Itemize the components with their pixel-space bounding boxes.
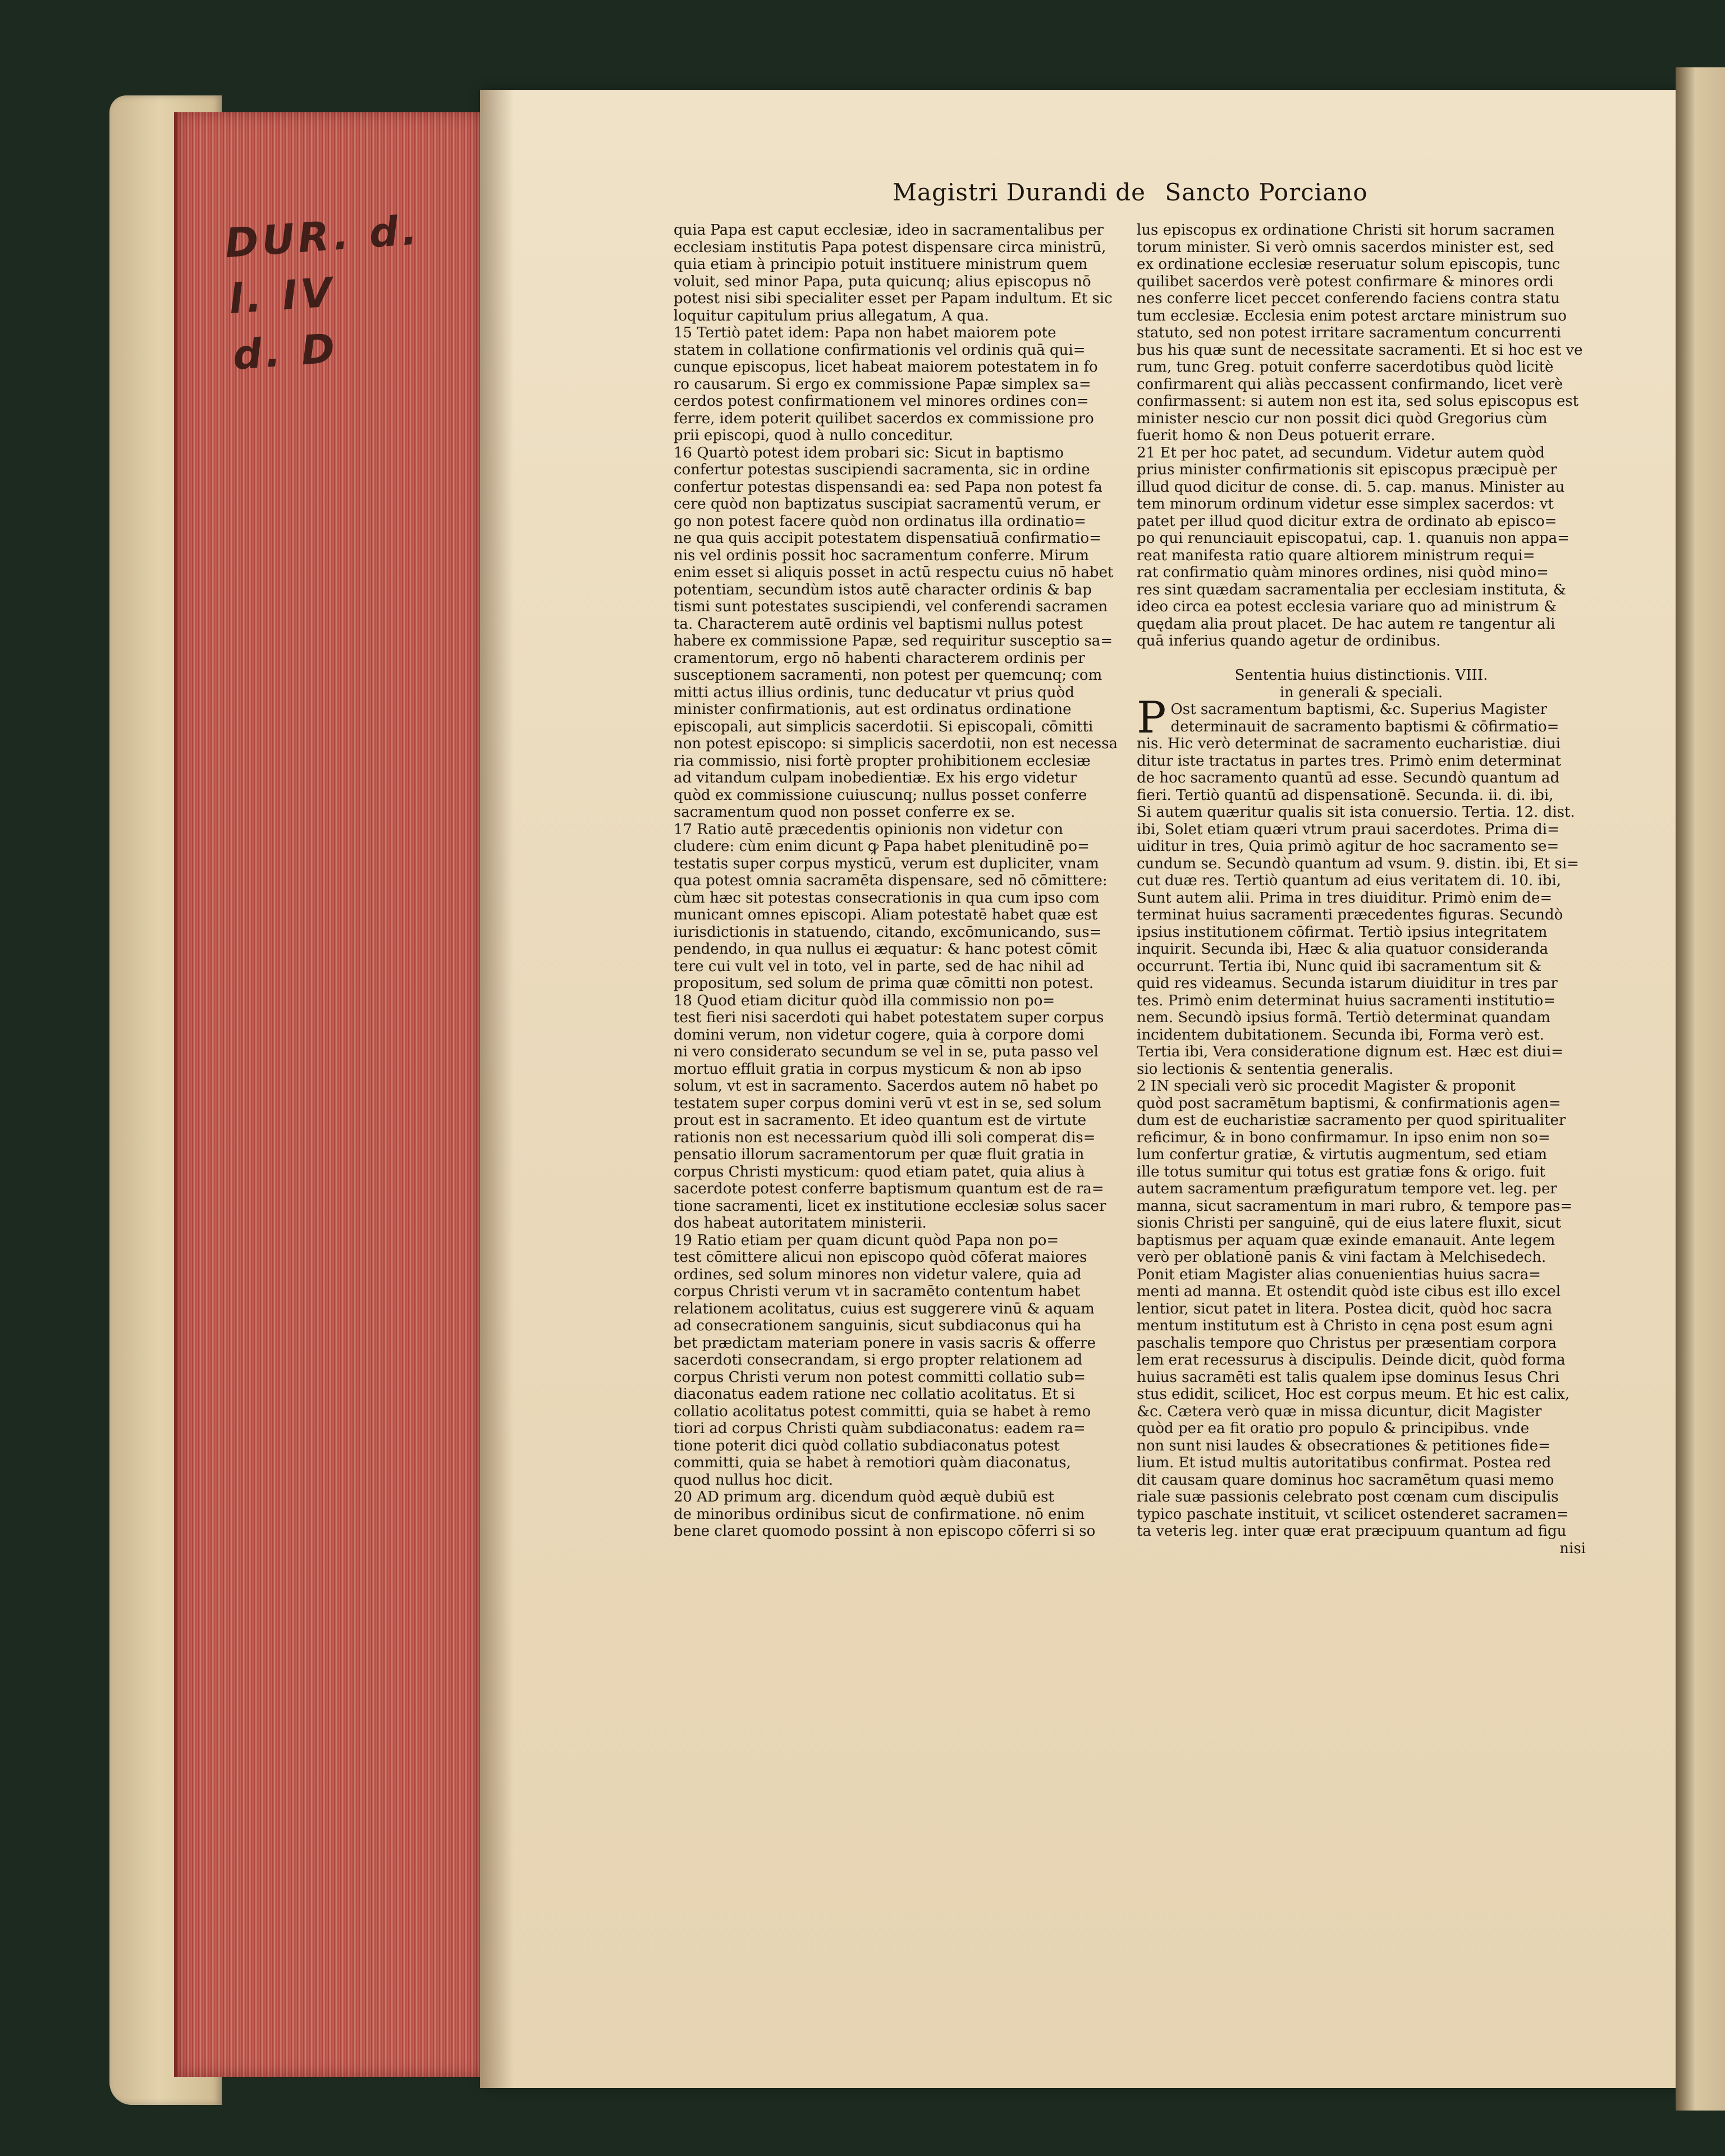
text-line: non sunt nisi laudes & obsecrationes & petitiones fide= xyxy=(1137,1437,1550,1454)
edge-inscription-line: d. D xyxy=(231,324,340,379)
text-line: statuto, sed non potest irritare sacramentum concurrenti xyxy=(1137,324,1562,341)
text-line: corpus Christi verum vt in sacramēto contentum habet xyxy=(674,1283,1081,1300)
text-line: collatio acolitatus potest committi, quia se habet à remo xyxy=(674,1403,1091,1420)
text-line: rationis non est necessarium quòd illi soli comperat dis= xyxy=(674,1129,1096,1146)
text-line: confertur potestas suscipiendi sacramenta, sic in ordine xyxy=(674,461,1090,478)
text-line: ecclesiam institutis Papa potest dispensare circa ministrū, xyxy=(674,239,1106,256)
text-line: autem sacramentum præfiguratum tempore vet. leg. per xyxy=(1137,1180,1557,1197)
blank-line xyxy=(1137,650,1586,667)
right-column-upper xyxy=(1137,222,1586,650)
text-line: ni vero considerato secundum se vel in se, puta passo vel xyxy=(674,1043,1099,1060)
text-line: confertur potestas dispensandi ea: sed Papa non potest fa xyxy=(674,478,1102,496)
text-line: tismi sunt potestates suscipiendi, vel conferendi sacramen xyxy=(674,598,1108,615)
text-line: cramentorum, ergo nō habenti characterem ordinis per xyxy=(674,649,1085,667)
right-column-lower xyxy=(1137,693,1586,1540)
text-line: bene claret quomodo possint à non episcopo cōferri si so xyxy=(674,1523,1096,1540)
right-text-column xyxy=(1137,222,1586,1557)
text-line: mortuo effluit gratia in corpus mysticum & non ab ipso xyxy=(674,1060,1082,1078)
text-line: bet prædictam materiam ponere in vasis sacris & offerre xyxy=(674,1334,1096,1352)
text-line: diaconatus eadem ratione nec collatio acolitatus. Et si xyxy=(674,1386,1075,1403)
text-line: loquitur capitulum prius allegatum, A qua. xyxy=(674,307,989,324)
gutter-shadow xyxy=(480,90,514,2088)
text-line: prii episcopi, quod à nullo conceditur. xyxy=(674,427,954,444)
text-line: fuerit homo & non Deus potuerit errare. xyxy=(1137,427,1435,444)
edge-inscription-line: DUR. d. l. IV xyxy=(223,206,422,323)
text-line: pendendo, in qua nullus ei æquatur: & hanc potest cōmit xyxy=(674,941,1097,958)
text-line: menti ad manna. Et ostendit quòd iste cibus est illo excel xyxy=(1137,1283,1561,1300)
text-line: 15 Tertiò patet idem: Papa non habet maiorem pote xyxy=(674,324,1056,341)
text-line: pensatio illorum sacramentorum per quæ fluit gratia in xyxy=(674,1146,1085,1163)
text-line: tes. Primò enim determinat huius sacramenti institutio= xyxy=(1137,992,1555,1009)
text-line: baptismus per aquam quæ exinde emanauit. Ante legem xyxy=(1137,1232,1555,1249)
text-line: nis. Hic verò determinat de sacramento eucharistiæ. diui xyxy=(1137,735,1561,752)
text-line: mentum institutum est à Christo in cęna post esum agni xyxy=(1137,1317,1553,1334)
text-line: quod nullus hoc dicit. xyxy=(674,1471,834,1489)
text-line: iurisdictionis in statuendo, citando, excōmunicando, sus= xyxy=(674,923,1102,941)
text-line: occurrunt. Tertia ibi, Nunc quid ibi sacramentum sit & xyxy=(1137,958,1542,975)
text-line: cunque episcopus, licet habeat maiorem potestatem in fo xyxy=(674,359,1098,376)
text-line: nes conferre licet peccet conferendo faciens contra statu xyxy=(1137,290,1560,307)
text-line: Sunt autem alii. Prima in tres diuiditur. Primò enim de= xyxy=(1137,889,1553,907)
text-line: riale suæ passionis celebrato post cœnam cum discipulis xyxy=(1137,1489,1559,1505)
text-line: 16 Quartò potest idem probari sic: Sicut in baptismo xyxy=(674,444,1064,461)
text-line: voluit, sed minor Papa, puta quicunq; alius episcopus nō xyxy=(674,273,1091,290)
text-line: &c. Cætera verò quæ in missa dicuntur, dicit Magister xyxy=(1137,1403,1542,1420)
text-line: dit causam quare dominus hoc sacramētum quasi memo xyxy=(1137,1471,1554,1489)
edge-inscription xyxy=(223,200,445,379)
text-line: nis vel ordinis possit hoc sacramentum conferre. Mirum xyxy=(674,547,1090,564)
text-line: testatis super corpus mysticū, verum est dupliciter, vnam xyxy=(674,855,1099,872)
text-line: quia etiam à principio potuit instituere ministrum quem xyxy=(674,256,1088,273)
text-line: 18 Quod etiam dicitur quòd illa commissio non po= xyxy=(674,992,1055,1009)
text-line: testatem super corpus domini verū vt est in se, sed solum xyxy=(674,1095,1102,1112)
text-line: tem minorum ordinum videtur esse simplex sacerdos: vt xyxy=(1137,496,1554,512)
text-line: sacramentum quod non posset conferre ex se. xyxy=(674,804,1015,821)
text-line: tione poterit dici quòd collatio subdiaconatus potest xyxy=(674,1437,1060,1454)
text-line: ta. Characterem autē ordinis vel baptismi nullus potest xyxy=(674,615,1083,633)
text-line: prius minister confirmationis sit episcopus præcipuè per xyxy=(1137,461,1557,478)
text-line: ne qua quis accipit potestatem dispensatiuā confirmatio= xyxy=(674,530,1101,547)
text-line: mitti actus illius ordinis, tunc deducatur vt prius quòd xyxy=(674,684,1074,701)
text-line: go non potest facere quòd non ordinatus illa ordinatio= xyxy=(674,512,1086,530)
text-line: res sint quædam sacramentalia per ecclesiam instituta, & xyxy=(1137,581,1566,598)
text-line: terminat huius sacramenti præcedentes figuras. Secundò xyxy=(1137,907,1563,923)
text-line: cundum se. Secundò quantum ad vsum. 9. distin. ibi, Et si= xyxy=(1137,855,1579,872)
text-line: qua potest omnia sacramēta dispensare, sed nō cōmittere: xyxy=(674,872,1108,889)
text-line: sionis Christi per sanguinē, qui de eius latere fluxit, sicut xyxy=(1137,1215,1561,1232)
text-line: stus edidit, scilicet, Hoc est corpus meum. Et hic est calix, xyxy=(1137,1386,1570,1403)
text-line: quia Papa est caput ecclesiæ, ideo in sacramentalibus per xyxy=(674,222,1104,239)
text-line: prout est in sacramento. Et ideo quantum est de virtute xyxy=(674,1112,1087,1129)
running-head xyxy=(893,178,1398,206)
text-line: Ost sacramentum baptismi, &c. Superius Magister xyxy=(1170,701,1548,718)
text-line: quā inferius quando agetur de ordinibus. xyxy=(1137,633,1441,649)
text-line: quòd ex commissione cuiuscunq; nullus posset conferre xyxy=(674,786,1087,804)
text-line: quid res videamus. Secunda istarum diuiditur in tres par xyxy=(1137,975,1558,992)
text-line: rum, tunc Greg. potuit conferre sacerdotibus quòd licitè xyxy=(1137,359,1554,376)
text-line: lem erat recessurus à discipulis. Deinde dicit, quòd forma xyxy=(1137,1352,1566,1368)
running-head-left: Magistri Durandi de xyxy=(893,178,1146,206)
text-line: quędam alia prout placet. De hac autem re tangentur ali xyxy=(1137,615,1555,633)
text-line: cerdos potest confirmationem vel minores ordines con= xyxy=(674,393,1089,410)
text-line: uiditur in tres, Quia primò agitur de hoc sacramento se= xyxy=(1137,838,1559,855)
text-line: ibi, Solet etiam quæri vtrum praui sacerdotes. Prima di= xyxy=(1137,821,1559,838)
text-line: illud quod dicitur de conse. di. 5. cap. manus. Minister au xyxy=(1137,478,1565,496)
text-line: manna, sicut sacramentum in mari rubro, & tempore pas= xyxy=(1137,1197,1573,1215)
text-line: 2 IN speciali verò sic procedit Magister & proponit xyxy=(1137,1078,1516,1095)
text-line: ex ordinatione ecclesiæ reseruatur solum episcopis, tunc xyxy=(1137,256,1561,273)
text-line: cut duæ res. Tertiò quantum ad eius veritatem di. 10. ibi, xyxy=(1137,872,1561,889)
catchword: nisi xyxy=(1559,1540,1586,1557)
text-line: episcopali, aut simplicis sacerdotii. Si episcopali, cōmitti xyxy=(674,718,1093,735)
text-line: domini verum, non videtur cogere, quia à corpore domi xyxy=(674,1026,1085,1043)
text-line: huius sacramēti est talis qualem ipse dominus Iesus Chri xyxy=(1137,1368,1559,1386)
text-line: cùm hæc sit potestas consecrationis in qua cum ipso com xyxy=(674,889,1100,907)
text-line: 21 Et per hoc patet, ad secundum. Videtur autem quòd xyxy=(1137,444,1545,461)
text-line: Tertia ibi, Vera consideratione dignum est. Hæc est diui= xyxy=(1137,1043,1563,1060)
text-line: ta veteris leg. inter quæ erat præcipuum quantum ad figu xyxy=(1137,1523,1567,1540)
text-line: committi, quia se habet à remotiori quàm diaconatus, xyxy=(674,1454,1071,1471)
text-line: sio lectionis & sententia generalis. xyxy=(1137,1060,1394,1078)
text-line: lus episcopus ex ordinatione Christi sit horum sacramen xyxy=(1137,222,1555,239)
text-line: determinauit de sacramento baptismi & cōfirmatio= xyxy=(1170,718,1559,735)
text-line: quilibet sacerdos verè potest confirmare & minores ordi xyxy=(1137,273,1554,290)
page-edges-red xyxy=(174,112,483,2077)
text-line: 17 Ratio autē præcedentis opinionis non videtur con xyxy=(674,821,1063,838)
text-line: ordines, sed solum minores non videtur valere, quia ad xyxy=(674,1266,1082,1283)
text-line: ille totus sumitur qui totus est gratiæ fons & origo. fuit xyxy=(1137,1163,1545,1180)
section-heading-line-2: in generali & speciali. xyxy=(1279,684,1443,701)
text-line: statem in collatione confirmationis vel ordinis quā qui= xyxy=(674,341,1086,359)
running-head-right: Sancto Porciano xyxy=(1165,178,1368,206)
drop-cap-initial: P xyxy=(1137,693,1166,743)
text-line: tiori ad corpus Christi quàm subdiaconatus: eadem ra= xyxy=(674,1420,1086,1437)
text-line: cere quòd non baptizatus suscipiat sacramentū verum, er xyxy=(674,496,1101,512)
text-line: lium. Et istud multis autoritatibus confirmat. Postea red xyxy=(1137,1454,1552,1471)
text-line: nem. Secundò ipsius formā. Tertiò determinat quandam xyxy=(1137,1009,1550,1026)
text-line: solum, vt est in sacramento. Sacerdos autem nō habet po xyxy=(674,1078,1099,1095)
text-line: ro causarum. Si ergo ex commissione Papæ simplex sa= xyxy=(674,376,1091,393)
text-line: verò per oblationē panis & vini factam à Melchisedech. xyxy=(1137,1249,1546,1266)
text-line: corpus Christi verum non potest committi collatio sub= xyxy=(674,1368,1086,1386)
text-line: ipsius institutionem cōfirmat. Tertiò ipsius integritatem xyxy=(1137,923,1548,941)
text-line: municant omnes episcopi. Aliam potestatē habet quæ est xyxy=(674,907,1098,923)
section-heading-line-1: Sententia huius distinctionis. VIII. xyxy=(1234,667,1488,684)
text-line: corpus Christi mysticum: quod etiam patet, quia alius à xyxy=(674,1163,1085,1180)
text-line: enim esset si aliquis posset in actū respectu cuius nō habet xyxy=(674,564,1114,581)
text-line: non potest episcopo: si simplicis sacerdotii, non est necessa xyxy=(674,735,1118,752)
text-line: rat confirmatio quàm minores ordines, nisi quòd mino= xyxy=(1137,564,1549,581)
text-line: ideo circa ea potest ecclesia variare quo ad ministrum & xyxy=(1137,598,1557,615)
text-line: 19 Ratio etiam per quam dicunt quòd Papa non po= xyxy=(674,1232,1059,1249)
text-line: patet per illud quod dicitur extra de ordinato ab episco= xyxy=(1137,512,1557,530)
text-line: reat manifesta ratio quare altiorem ministrum requi= xyxy=(1137,547,1535,564)
text-line: ria commissio, nisi fortè propter prohibitionem ecclesiæ xyxy=(674,752,1091,770)
text-line: Ponit etiam Magister alias conuenientias huius sacra= xyxy=(1137,1266,1541,1283)
text-line: propositum, sed solum de prima quæ cōmitti non potest. xyxy=(674,975,1094,992)
text-line: sacerdote potest conferre baptismum quantum est de ra= xyxy=(674,1180,1104,1197)
text-line: de hoc sacramento quantū ad esse. Secundò quantum ad xyxy=(1137,770,1560,786)
text-line: ditur iste tractatus in partes tres. Primò enim determinat xyxy=(1137,752,1561,770)
text-line: sacerdoti consecrandam, si ergo propter relationem ad xyxy=(674,1352,1083,1368)
text-line: typico paschate instituit, vt scilicet ostenderet sacramen= xyxy=(1137,1505,1569,1523)
text-line: 20 AD primum arg. dicendum quòd æquè dubiū est xyxy=(674,1489,1054,1505)
text-line: test fieri nisi sacerdoti qui habet potestatem super corpus xyxy=(674,1009,1104,1026)
text-line: Si autem quæritur qualis sit ista conuersio. Tertia. 12. dist. xyxy=(1137,804,1575,821)
facing-page-edge xyxy=(1676,67,1725,2111)
text-line: ad consecrationem sanguinis, sicut subdiaconus qui ha xyxy=(674,1317,1082,1334)
text-line: reficimur, & in bono confirmamur. In ipso enim non so= xyxy=(1137,1129,1550,1146)
text-line: inquirit. Secunda ibi, Hæc & alia quatuor consideranda xyxy=(1137,941,1549,958)
text-line: bus his quæ sunt de necessitate sacramenti. Et si hoc est ve xyxy=(1137,341,1583,359)
text-line: relationem acolitatus, cuius est suggerere vinū & aquam xyxy=(674,1300,1095,1317)
text-line: lum confertur gratiæ, & virtutis augmentum, sed etiam xyxy=(1137,1146,1547,1163)
text-line: test cōmittere alicui non episcopo quòd cōferat maiores xyxy=(674,1249,1087,1266)
text-line: dum est de eucharistiæ sacramento per quod spiritualiter xyxy=(1137,1112,1566,1129)
left-text-column xyxy=(674,222,1123,1540)
text-line: susceptionem sacramenti, non potest per quemcunq; com xyxy=(674,667,1102,684)
text-line: tum ecclesiæ. Ecclesia enim potest arctare ministrum suo xyxy=(1137,307,1567,324)
text-line: minister confirmationis, aut est ordinatus ordinatione xyxy=(674,701,1072,718)
text-line: paschalis tempore quo Christus per præsentiam corpora xyxy=(1137,1334,1557,1352)
text-line: lentior, sicut patet in litera. Postea dicit, quòd hoc sacra xyxy=(1137,1300,1552,1317)
text-line: fieri. Tertiò quantū ad dispensationē. Secunda. ii. di. ibi, xyxy=(1137,786,1554,804)
text-line: ad vitandum culpam inobedientiæ. Ex his ergo videtur xyxy=(674,770,1077,786)
text-line: de minoribus ordinibus sicut de confirmatione. nō enim xyxy=(674,1505,1085,1523)
text-line: potest nisi sibi specialiter esset per Papam indultum. Et sic xyxy=(674,290,1113,307)
text-line: confirmarent qui aliàs peccassent confirmando, licet verè xyxy=(1137,376,1563,393)
text-line: habere ex commissione Papæ, sed requiritur susceptio sa= xyxy=(674,633,1113,649)
text-line: incidentem dubitationem. Secunda ibi, Forma verò est. xyxy=(1137,1026,1544,1043)
text-line: potentiam, secundùm istos autē character ordinis & bap xyxy=(674,581,1092,598)
text-line: torum minister. Si verò omnis sacerdos minister est, sed xyxy=(1137,239,1554,256)
text-line: ferre, idem poterit quilibet sacerdos ex commissione pro xyxy=(674,410,1094,427)
text-line: minister nescio cur non possit dici quòd Gregorius cùm xyxy=(1137,410,1548,427)
text-line: confirmassent: si autem non est ita, sed solus episcopus est xyxy=(1137,393,1579,410)
text-line: cludere: cùm enim dicunt ꝙ Papa habet plenitudinē po= xyxy=(674,838,1090,855)
text-line: tere cui vult vel in toto, vel in parte, sed de hac nihil ad xyxy=(674,958,1085,975)
text-line: dos habeat autoritatem ministerii. xyxy=(674,1215,927,1232)
text-line: tione sacramenti, licet ex institutione ecclesiæ solus sacer xyxy=(674,1197,1106,1215)
text-line: quòd per ea fit oratio pro populo & principibus. vnde xyxy=(1137,1420,1530,1437)
text-line: po qui renunciauit episcopatui, cap. 1. quanuis non appa= xyxy=(1137,530,1570,547)
text-line: quòd post sacramētum baptismi, & confirmationis agen= xyxy=(1137,1095,1561,1112)
